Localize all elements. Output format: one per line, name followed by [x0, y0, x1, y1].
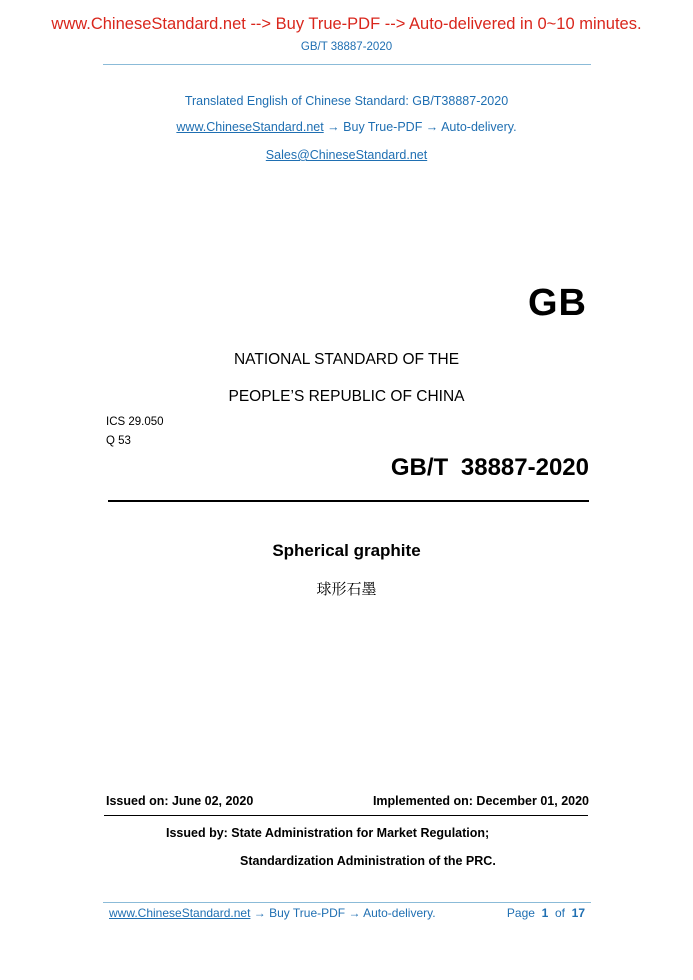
header-divider	[103, 64, 591, 65]
intro-site-suffix: → Buy True-PDF → Auto-delivery.	[323, 120, 517, 134]
sales-email-link[interactable]: Sales@ChineseStandard.net	[265, 148, 428, 162]
dates-divider	[104, 815, 588, 816]
header-doc-code: GB/T 38887-2020	[300, 41, 393, 53]
page-indicator	[507, 906, 585, 920]
intro-site-link[interactable]: www.ChineseStandard.net	[176, 120, 324, 134]
implemented-on-date: Implemented on: December 01, 2020	[372, 794, 589, 808]
page-current: 1	[541, 906, 549, 920]
gb-logo: GB	[528, 282, 587, 324]
issued-on-date: Issued on: June 02, 2020	[106, 794, 254, 808]
ccs-code: Q 53	[106, 435, 131, 447]
ics-code: ICS 29.050	[106, 416, 164, 428]
page-of-label: of	[554, 906, 565, 920]
footer-site-suffix: → Buy True-PDF → Auto-delivery.	[250, 906, 436, 920]
top-banner-link[interactable]: www.ChineseStandard.net --> Buy True-PDF --> Auto-delivered in 0~10 minutes.	[51, 15, 642, 33]
document-title-chinese: 球形石墨	[316, 580, 377, 598]
page-total: 17	[571, 906, 585, 920]
issued-by-line-1: Issued by: State Administration for Market Regulation;	[166, 826, 490, 840]
sales-email-line	[0, 148, 693, 162]
issued-by-line-2: Standardization Administration of the PRC.	[240, 854, 496, 868]
standard-number: GB/T 38887-2020	[390, 454, 589, 481]
translated-notice: Translated English of Chinese Standard: GB/T38887-2020	[184, 94, 509, 108]
national-standard-line-1: NATIONAL STANDARD OF THE	[233, 351, 460, 368]
footer-site-link[interactable]: www.ChineseStandard.net	[109, 906, 251, 920]
document-title-english: Spherical graphite	[272, 541, 421, 560]
footer-link-line	[109, 906, 436, 920]
page-label: Page	[506, 906, 535, 920]
title-divider	[108, 500, 589, 502]
footer-divider	[103, 902, 591, 903]
intro-link-line	[0, 120, 693, 134]
national-standard-line-2: PEOPLE’S REPUBLIC OF CHINA	[228, 388, 465, 405]
